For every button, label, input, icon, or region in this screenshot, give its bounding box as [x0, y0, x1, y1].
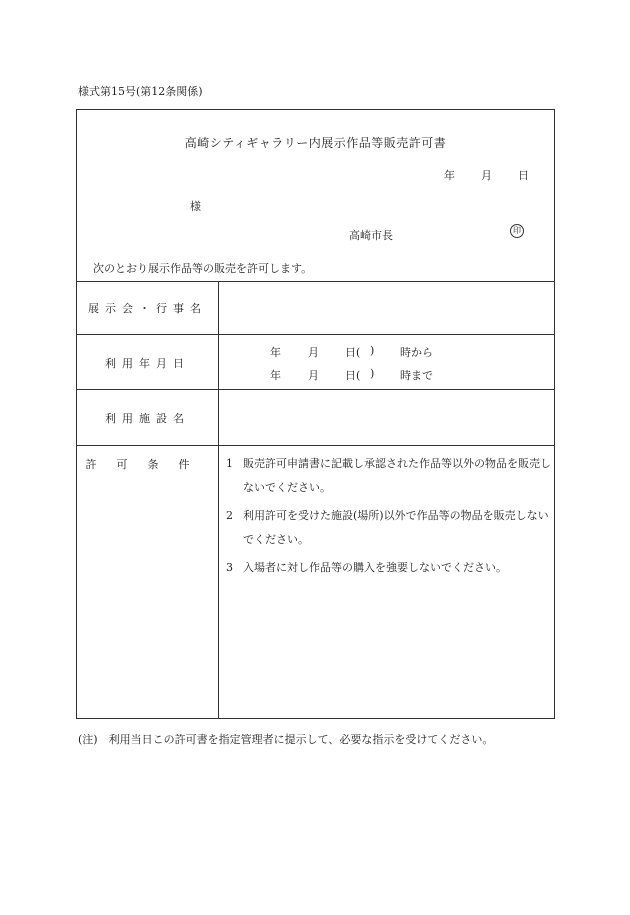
row-divider: [77, 445, 554, 446]
start-suffix: 時から: [400, 346, 433, 359]
end-paren-close: ): [370, 367, 375, 380]
intro-text: 次のとおり展示作品等の販売を許可します。: [93, 262, 313, 275]
condition-text: 入場者に対し作品等の購入を強要しないでください。: [243, 561, 507, 574]
end-month-label: 月: [308, 369, 319, 382]
condition-text: 利用許可を受けた施設(場所)以外で作品等の物品を販売しないでください。: [243, 509, 549, 546]
usage-period-label: 利用年月日: [105, 357, 190, 370]
start-year-label: 年: [270, 346, 281, 359]
row-divider: [77, 389, 554, 390]
row-divider: [77, 334, 554, 335]
addressee-suffix: 様: [190, 200, 201, 213]
condition-number: 3: [226, 561, 233, 574]
end-suffix: 時まで: [400, 369, 433, 382]
date-day-label: 日: [518, 169, 529, 182]
facility-name-label: 利用施設名: [105, 412, 190, 425]
condition-text: 販売許可申請書に記載し承認された作品等以外の物品を販売しないでください。: [243, 457, 551, 494]
permit-form: [76, 109, 555, 719]
list-item: [226, 504, 552, 552]
date-year-label: 年: [444, 169, 455, 182]
start-month-label: 月: [308, 346, 319, 359]
form-number: 様式第15号(第12条関係): [78, 85, 203, 98]
conditions-label: 許可条件: [85, 458, 210, 471]
footnote: (注) 利用当日この許可書を指定管理者に提示して、必要な指示を受けてください。: [78, 733, 494, 746]
end-year-label: 年: [270, 369, 281, 382]
form-title: 高崎シティギャラリー内展示作品等販売許可書: [184, 136, 447, 150]
end-day-label: 日(: [345, 369, 361, 382]
condition-number: 1: [226, 457, 233, 470]
list-item: [226, 452, 552, 500]
event-name-label: 展示会・行事名: [88, 302, 207, 315]
start-day-label: 日(: [345, 346, 361, 359]
condition-number: 2: [226, 509, 233, 522]
issuer-name: 高崎市長: [349, 229, 393, 242]
conditions-list: [226, 452, 552, 584]
seal-mark: 印: [510, 224, 524, 238]
start-paren-close: ): [370, 344, 375, 357]
list-item: [226, 556, 552, 580]
row-divider: [77, 281, 554, 282]
column-divider: [218, 281, 219, 718]
date-month-label: 月: [481, 169, 492, 182]
